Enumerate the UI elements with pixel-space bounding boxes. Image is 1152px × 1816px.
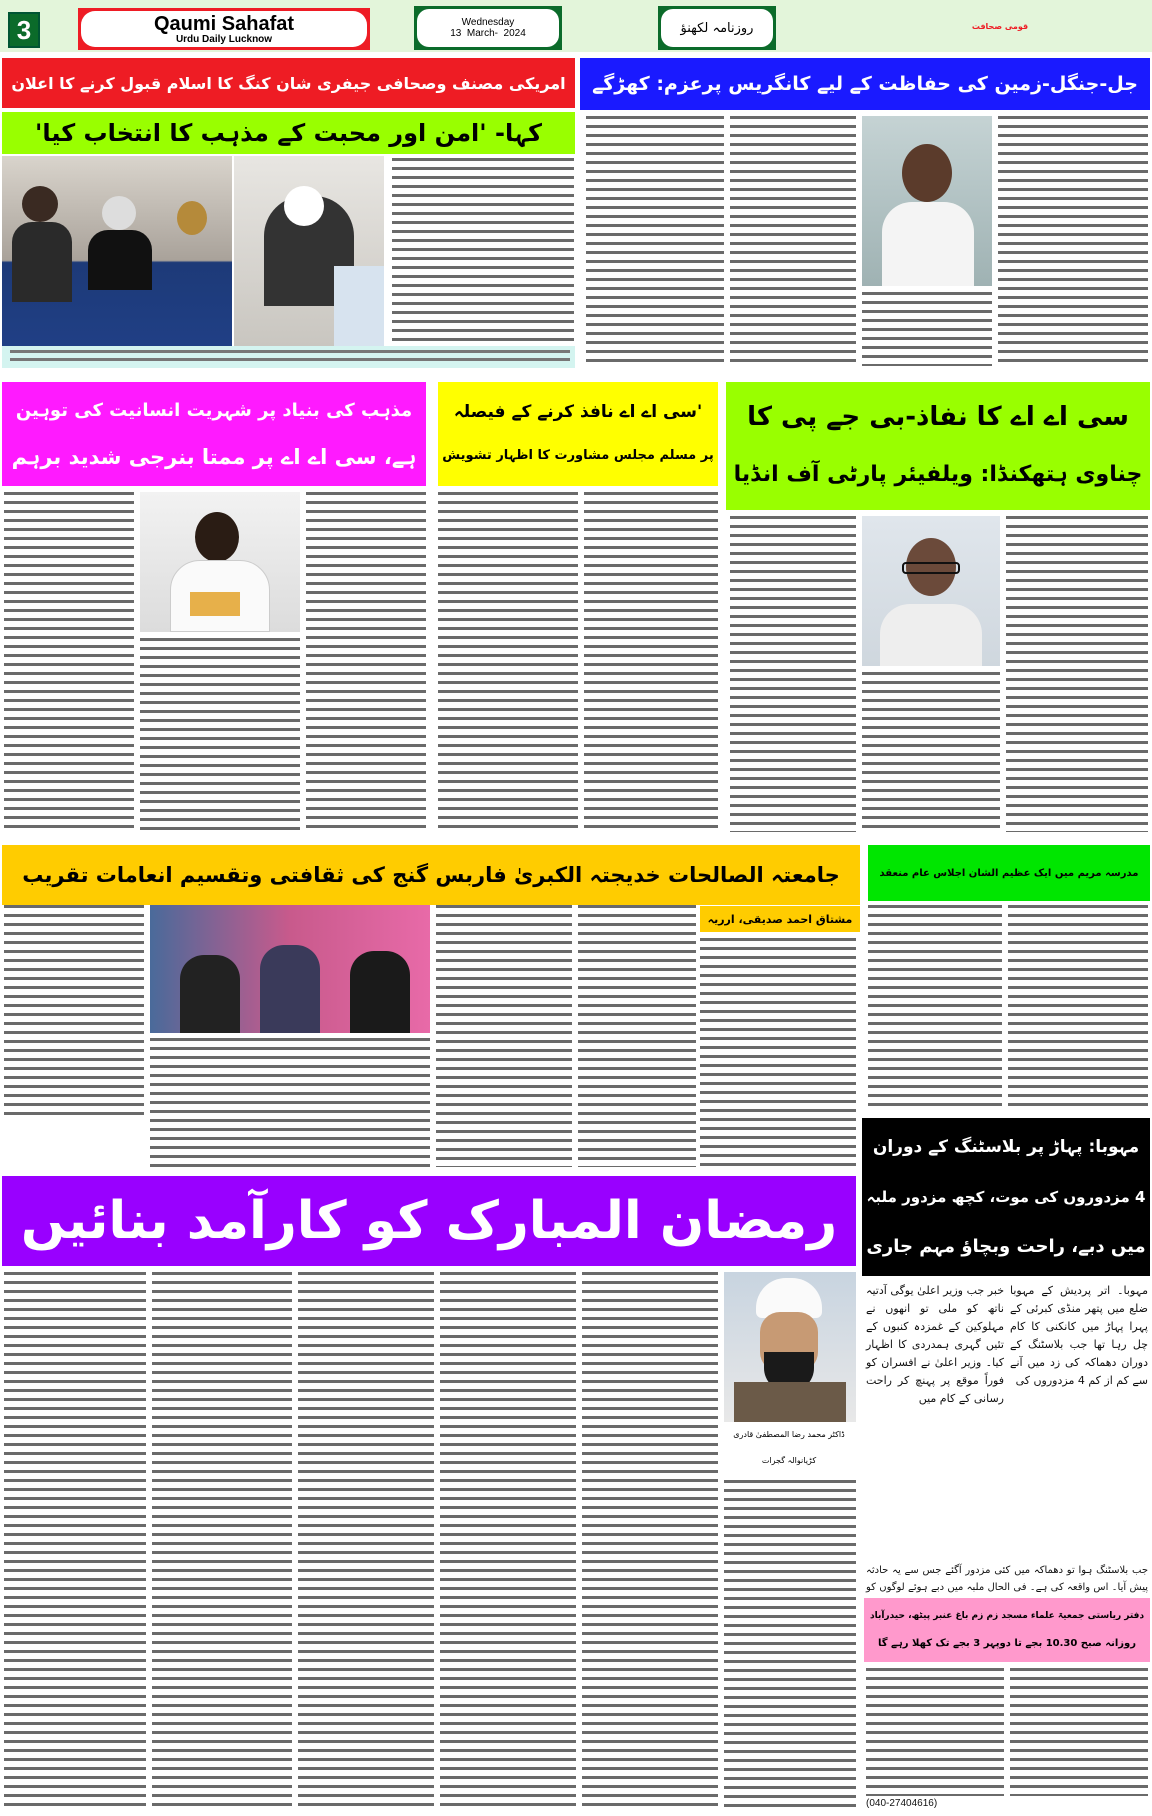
headline-madrasa: مدرسہ مریم میں ایک عظیم الشان اجلاس عام منعقد (868, 845, 1150, 901)
article-text-column (4, 1272, 146, 1810)
kharge-photo (862, 116, 992, 286)
article-text-column (700, 938, 856, 1166)
article-text-column (862, 292, 992, 366)
article-text-column (4, 905, 144, 1115)
article-text-column (306, 492, 426, 832)
article-text-column (730, 516, 856, 832)
page-number: 3 (8, 12, 40, 48)
article-text-column (584, 492, 718, 832)
notice-box: دفتر ریاستی جمعیۃ علماء مسجد زم زم باغ عنبر پیٹھ، حیدرآباد روزانہ صبح 10.30 بجے تا دوپہر 3 بجے تک کھلا رہے گا (864, 1598, 1150, 1662)
article-text-column (730, 116, 856, 366)
byline-jamia: مشتاق احمد صدیقی، ارریہ (700, 906, 860, 932)
roznama-box: روزنامہ لکھنؤ (658, 6, 776, 50)
article-text-column (438, 492, 578, 832)
headline-ramadan: رمضان المبارک کو کارآمد بنائیں (2, 1176, 856, 1266)
english-masthead: Qaumi Sahafat Urdu Daily Lucknow (78, 8, 370, 50)
author-photo (724, 1272, 856, 1422)
masthead (0, 0, 1152, 52)
author-place-caption: کڑیانوالہ گجرات (761, 1456, 817, 1465)
author-name-caption: ڈاکٹر محمد رضا المصطفیٰ قادری (733, 1430, 845, 1439)
notice-phone: (040-27404616) (866, 1798, 938, 1809)
article-text-column (298, 1272, 434, 1810)
article-text-column (150, 1038, 430, 1168)
article-text-column (1010, 1668, 1148, 1796)
urdu-masthead-title: قومی صحافت (971, 22, 1029, 31)
article-text-column (582, 1272, 718, 1810)
welfare-party-leader-photo (862, 516, 1000, 666)
headline-jamia: جامعتہ الصالحات خدیجتہ الکبریٰ فاربس گنج کی ثقافتی وتقسیم انعامات تقریب (2, 845, 860, 905)
subheadline-jeffrey: کہا- 'امن اور محبت کے مذہب کا انتخاب کیا' (2, 112, 575, 154)
article-text-column (436, 905, 572, 1167)
jamia-event-photo (150, 905, 430, 1033)
article-text-column (586, 116, 724, 366)
article-text-column (10, 350, 570, 364)
headline-mushawarat: 'سی اے اے نافذ کرنے کے فیصلہ پر مسلم مجلس مشاورت کا اظہار تشویش (438, 382, 718, 486)
mahoba-article-left: خبر جب وزیر اعلیٰ یوگی آدتیہ ناتھ کو ملی تو انھوں نے مہلوکین کے غمزدہ کنبوں کے تئیں گہری ہمدردی کا اظہار کیا۔ وزیر اعلیٰ نے افسران کو فوراً موقع پر پہنچ کر راحت رسانی کے کام میں (866, 1282, 1004, 1562)
article-text-column (440, 1272, 576, 1810)
headline-welfare-party: سی اے اے کا نفاذ-بی جے پی کا چناوی ہتھکنڈا: ویلفیئر پارٹی آف انڈیا (726, 382, 1150, 510)
mahoba-article-end: جب بلاسٹنگ ہوا تو دھماکہ میں کئی مزدور آگئے جس سے یہ حادثہ پیش آیا۔ اس واقعہ کی ہے۔ فی الحال ملبہ میں دبے ہوئے لوگوں کو (866, 1562, 1148, 1598)
date-box: Wednesday 13 March- 2024 (414, 6, 562, 50)
article-text-column (1008, 905, 1148, 1110)
article-text-column (998, 116, 1148, 366)
article-text-column (152, 1272, 292, 1810)
mahoba-article-right: مہوبا۔ اتر پردیش کے مہوبا ضلع میں پتھر منڈی کبرئی کے پہرا پہاڑ میں کانکنی کا کام چل رہا تھا جب بلاسٹنگ کے دوران دھماکہ کی زد میں آنے سے کم از کم 4 مزدوروں کی (1010, 1282, 1148, 1562)
headline-mahoba: مہوبا: پہاڑ پر بلاسٹنگ کے دوران 4 مزدوروں کی موت، کچھ مزدور ملبہ میں دبے، راحت وبچاؤ مہم جاری (862, 1118, 1150, 1276)
headline-mamata: مذہب کی بنیاد پر شہریت انسانیت کی توہین ہے، سی اے اے پر ممتا بنرجی شدید برہم (2, 382, 426, 486)
headline-jeffrey: امریکی مصنف وصحافی جیفری شان کنگ کا اسلام قبول کرنے کا اعلان (2, 58, 575, 108)
article-text-column (862, 672, 1000, 832)
headline-congress: جل-جنگل-زمین کی حفاظت کے لیے کانگریس پرعزم: کھڑگے (580, 58, 1150, 110)
article-text-column (4, 492, 134, 832)
article-text-column (724, 1480, 856, 1810)
article-text-column (1006, 516, 1148, 832)
mamata-photo (140, 492, 300, 632)
article-text-column (866, 1668, 1004, 1796)
jeffrey-conference-photo (2, 156, 232, 346)
jeffrey-hug-photo (234, 156, 384, 346)
article-text-column (140, 638, 300, 832)
article-text-column (868, 905, 1002, 1110)
article-text-column (392, 158, 574, 344)
article-text-column (578, 905, 696, 1167)
